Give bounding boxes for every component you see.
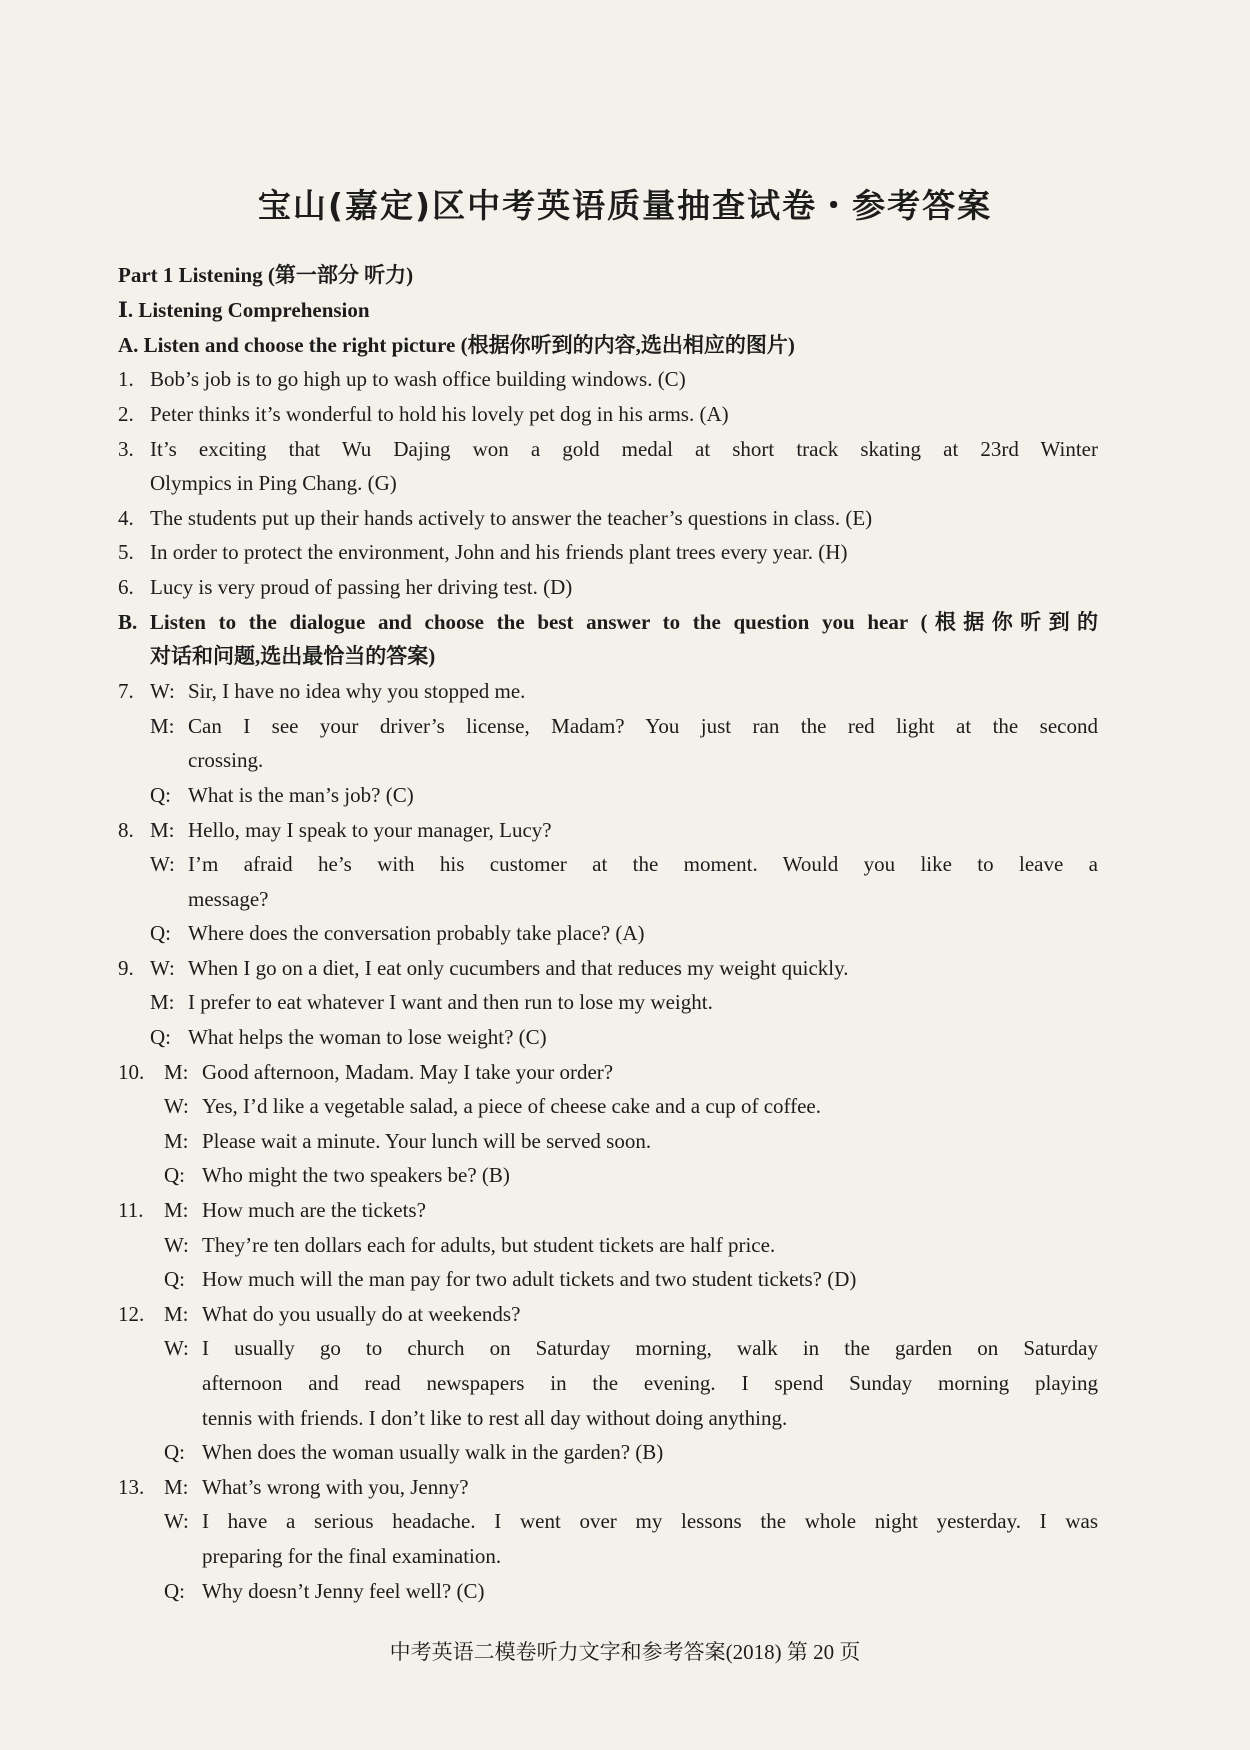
dialogue-11: 11. M: How much are the tickets? (118, 1198, 426, 1223)
dialogue-12-line: tennis with friends. I don’t like to rest all day without doing anything. (202, 1405, 788, 1430)
dialogue-12-line: W: I usually go to church on Saturday morning, walk in the garden on Saturday (164, 1336, 1098, 1361)
item-5: 5. In order to protect the environment, John and his friends plant trees every year. (H) (118, 540, 848, 565)
dialogue-8-line: message? (188, 886, 269, 911)
item-6: 6. Lucy is very proud of passing her driving test. (D) (118, 574, 573, 599)
dialogue-11-line: W: They’re ten dollars each for adults, but student tickets are half price. (164, 1232, 776, 1257)
dialogue-11-question: Q: How much will the man pay for two adult tickets and two student tickets? (D) (164, 1267, 857, 1292)
part-heading: Part 1 Listening (第一部分 听力) (118, 263, 414, 287)
section-b-heading-cont: 对话和问题,选出最恰当的答案) (150, 644, 436, 669)
page-footer: 中考英语二模卷听力文字和参考答案(2018) 第 20 页 (389, 1640, 861, 1664)
dialogue-7-line: crossing. (188, 748, 264, 773)
dialogue-8-line: W: I’m afraid he’s with his customer at the moment. Would you like to leave a (150, 852, 1098, 877)
dialogue-8: 8. M: Hello, may I speak to your manager, Lucy? (118, 817, 552, 842)
dialogue-9-line: M: I prefer to eat whatever I want and then run to lose my weight. (150, 990, 713, 1015)
item-3-cont: Olympics in Ping Chang. (G) (150, 471, 397, 496)
dialogue-10-question: Q: Who might the two speakers be? (B) (164, 1163, 510, 1188)
dialogue-12-question: Q: When does the woman usually walk in the garden? (B) (164, 1440, 664, 1465)
page-title: 宝山(嘉定)区中考英语质量抽查试卷・参考答案 (257, 186, 993, 225)
dialogue-13: 13. M: What’s wrong with you, Jenny? (118, 1474, 469, 1499)
dialogue-12: 12. M: What do you usually do at weekends? (118, 1301, 521, 1326)
dialogue-9: 9. W: When I go on a diet, I eat only cucumbers and that reduces my weight quickly. (118, 955, 849, 980)
dialogue-8-question: Q: Where does the conversation probably take place? (A) (150, 921, 645, 946)
section-b-heading: B. Listen to the dialogue and choose the best answer to the question you hear (根据你听到的 (118, 609, 1098, 634)
answer-body (118, 258, 1098, 1608)
dialogue-13-question: Q: Why doesn’t Jenny feel well? (C) (164, 1578, 485, 1603)
dialogue-7-line: M: Can I see your driver’s license, Madam? You just ran the red light at the second (150, 713, 1098, 738)
dialogue-12-line: afternoon and read newspapers in the evening. I spend Sunday morning playing (202, 1371, 1098, 1396)
dialogue-10-line: W: Yes, I’d like a vegetable salad, a piece of cheese cake and a cup of coffee. (164, 1094, 822, 1119)
dialogue-10-line: M: Please wait a minute. Your lunch will be served soon. (164, 1128, 652, 1153)
item-4: 4. The students put up their hands actively to answer the teacher’s questions in class. (E) (118, 505, 873, 530)
item-2: 2. Peter thinks it’s wonderful to hold his lovely pet dog in his arms. (A) (118, 401, 729, 426)
dialogue-13-line: preparing for the final examination. (202, 1543, 502, 1568)
dialogue-13-line: W: I have a serious headache. I went over my lessons the whole night yesterday. I was (164, 1509, 1098, 1534)
dialogue-7-question: Q: What is the man’s job? (C) (150, 782, 414, 807)
section-heading: Ⅰ. Listening Comprehension (118, 297, 370, 322)
dialogue-9-question: Q: What helps the woman to lose weight? (C) (150, 1025, 547, 1050)
item-1: 1. Bob’s job is to go high up to wash office building windows. (C) (118, 367, 686, 392)
dialogue-7: 7. W: Sir, I have no idea why you stopped me. (118, 679, 526, 704)
item-3: 3. It’s exciting that Wu Dajing won a gold medal at short track skating at 23rd Winter (118, 436, 1098, 461)
dialogue-10: 10. M: Good afternoon, Madam. May I take your order? (118, 1059, 614, 1084)
section-a-heading: A. Listen and choose the right picture (根据你听到的内容,选出相应的图片) (118, 332, 795, 357)
